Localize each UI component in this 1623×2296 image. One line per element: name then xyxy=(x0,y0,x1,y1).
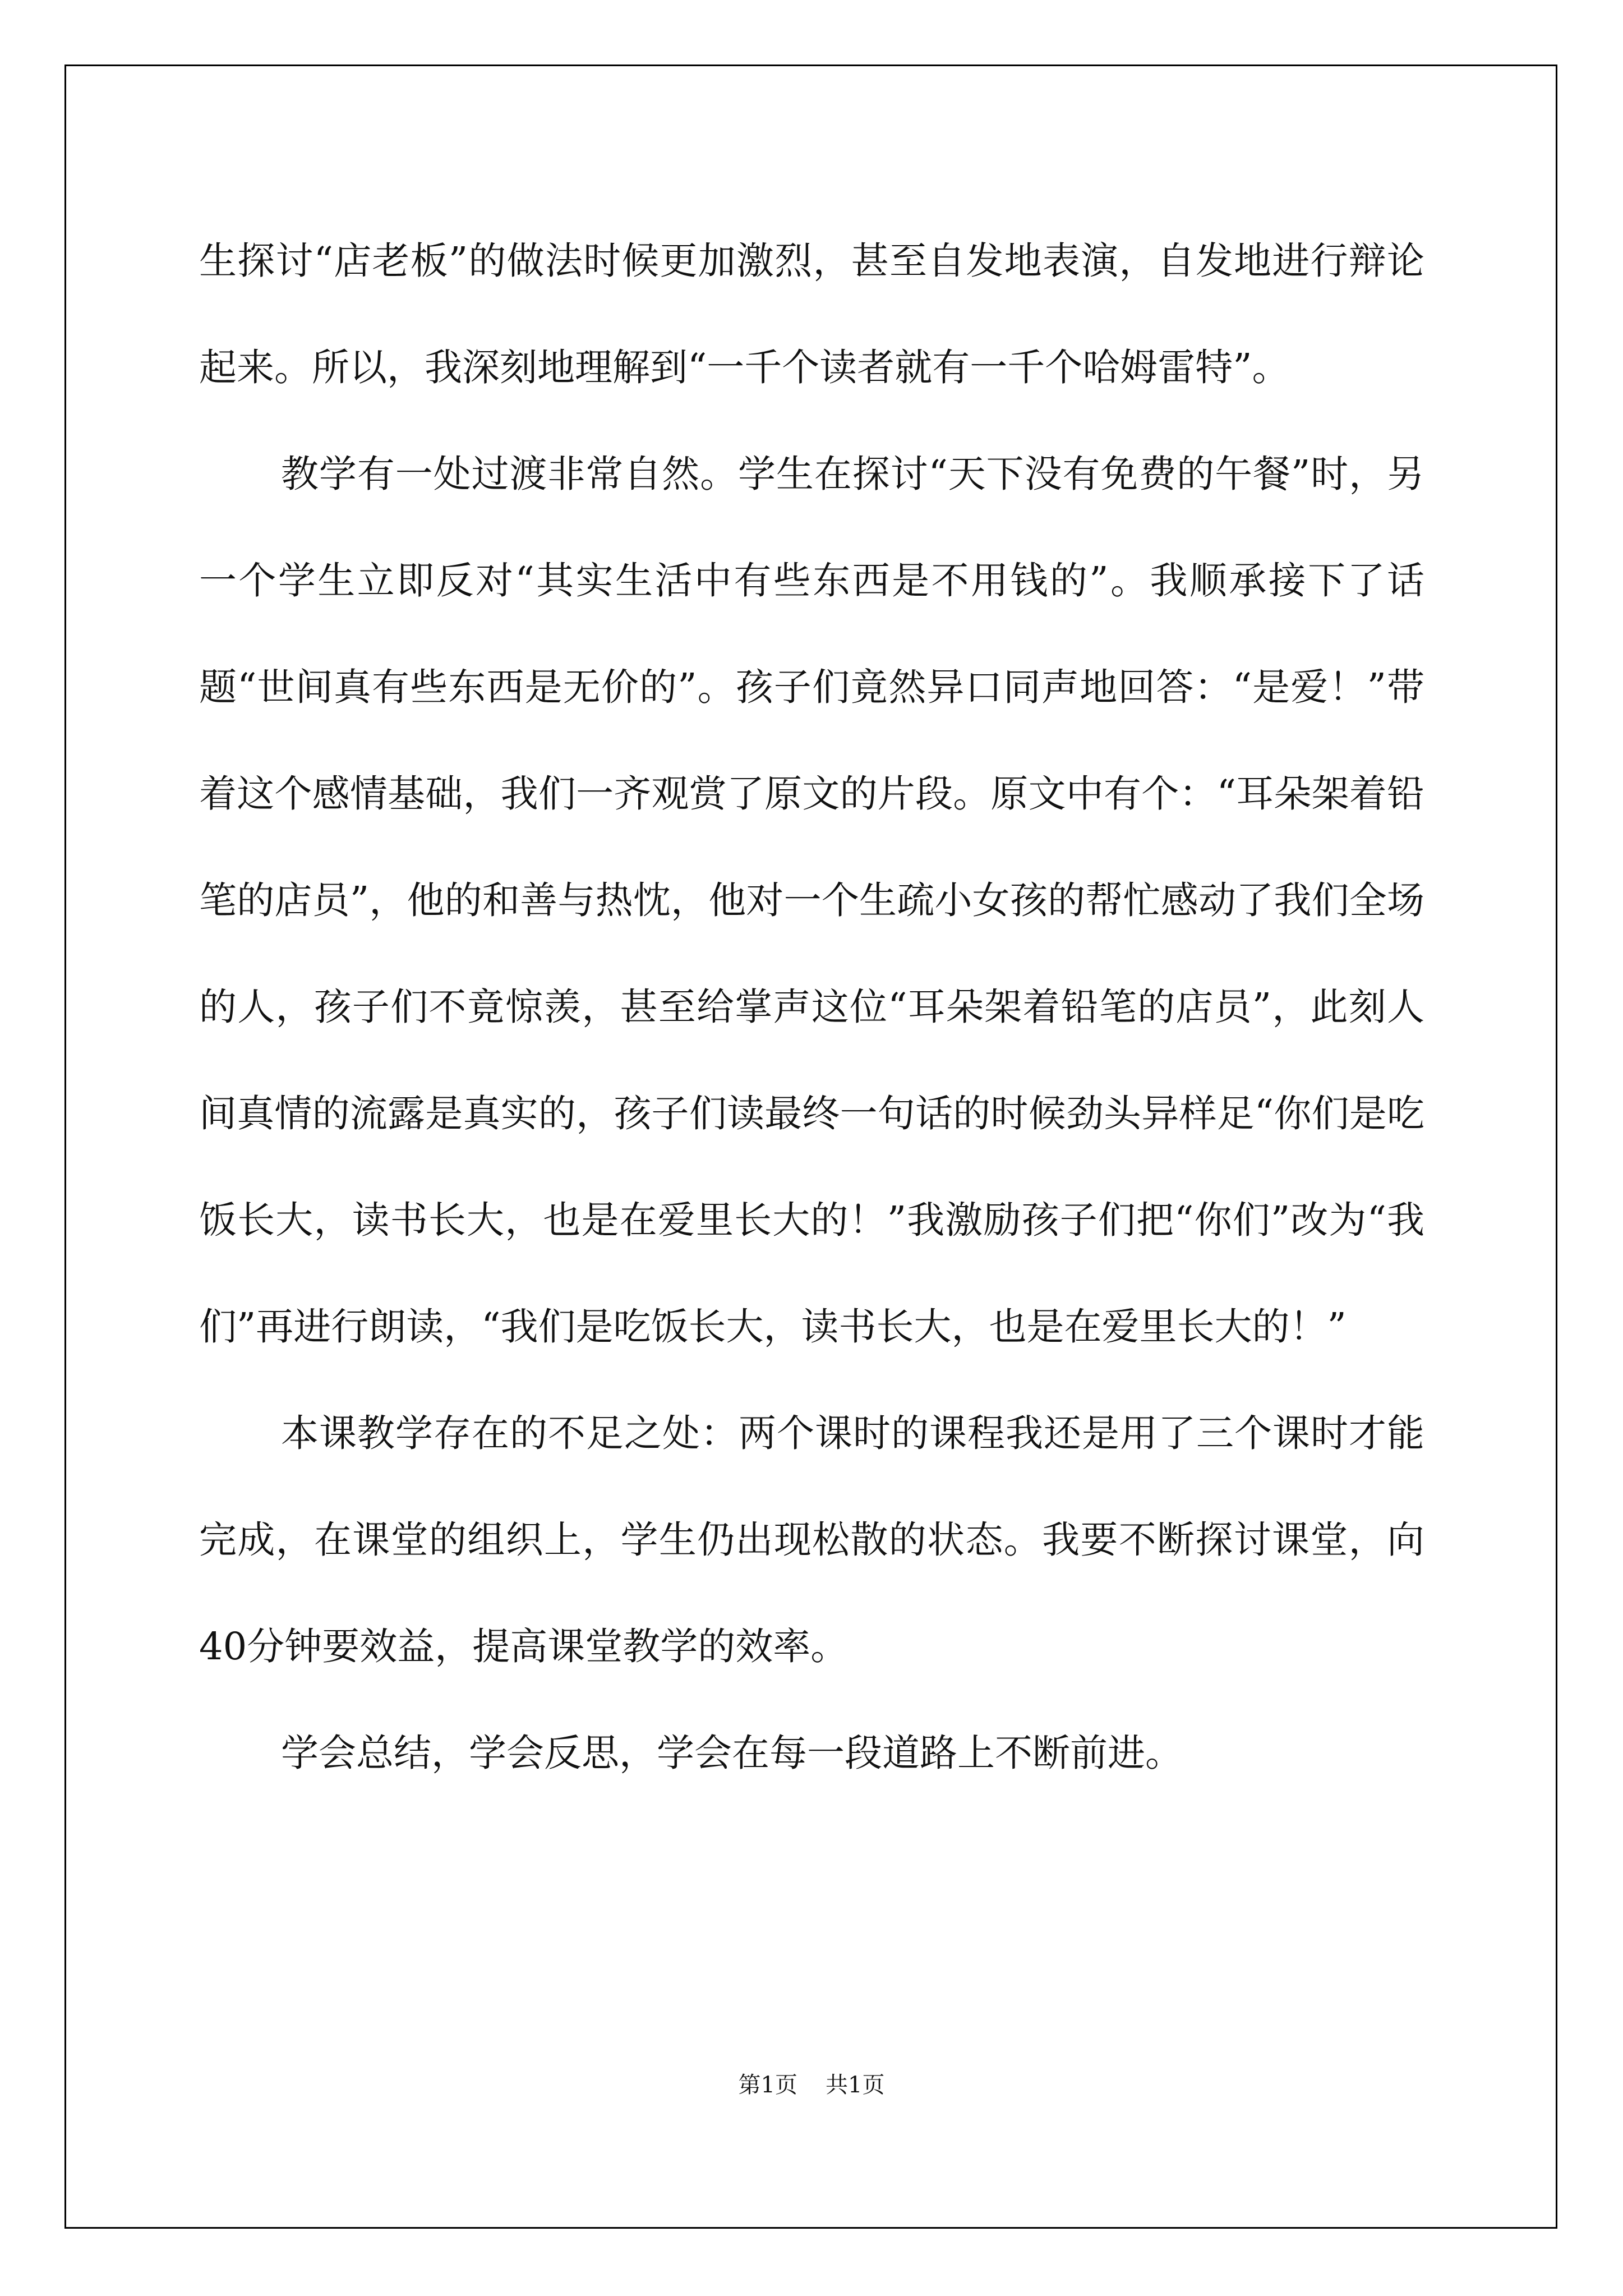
paragraph-1: 生探讨“店老板”的做法时候更加激烈，甚至自发地表演，自发地进行辩论起来。所以，我深刻地理解到“一千个读者就有一千个哈姆雷特”。 xyxy=(199,239,1424,389)
page-total: 共1页 xyxy=(826,2072,885,2098)
paragraph-3: 本课教学存在的不足之处：两个课时的课程我还是用了三个课时才能完成，在课堂的组织上，学生仍出现松散的状态。我要不断探讨课堂，向40分钟要效益，提高课堂教学的效率。 xyxy=(199,1411,1424,1668)
paragraph-2: 教学有一处过渡非常自然。学生在探讨“天下没有免费的午餐”时，另一个学生立即反对“其实生活中有些东西是不用钱的”。我顺承接下了话题“世间真有些东西是无价的”。孩子们竟然异口同声地回答：“是爱！”带着这个感情基础，我们一齐观赏了原文的片段。原文中有个：“耳朵架着铅笔的店员”，他的和善与热忱，他对一个生疏小女孩的帮忙感动了我们全场的人，孩子们不竟惊羡，甚至给掌声这位“耳朵架着铅笔的店员”，此刻人间真情的流露是真实的，孩子们读最终一句话的时候劲头异样足“你们是吃饭长大，读书长大，也是在爱里长大的！”我激励孩子们把“你们”改为“我们”再进行朗读，“我们是吃饭长大，读书长大，也是在爱里长大的！” xyxy=(199,452,1424,1349)
page-number: 第1页 xyxy=(738,2072,797,2098)
document-body xyxy=(199,208,1424,1806)
paragraph-4: 学会总结，学会反思，学会在每一段道路上不断前进。 xyxy=(281,1731,1183,1775)
page-footer xyxy=(0,2067,1623,2099)
